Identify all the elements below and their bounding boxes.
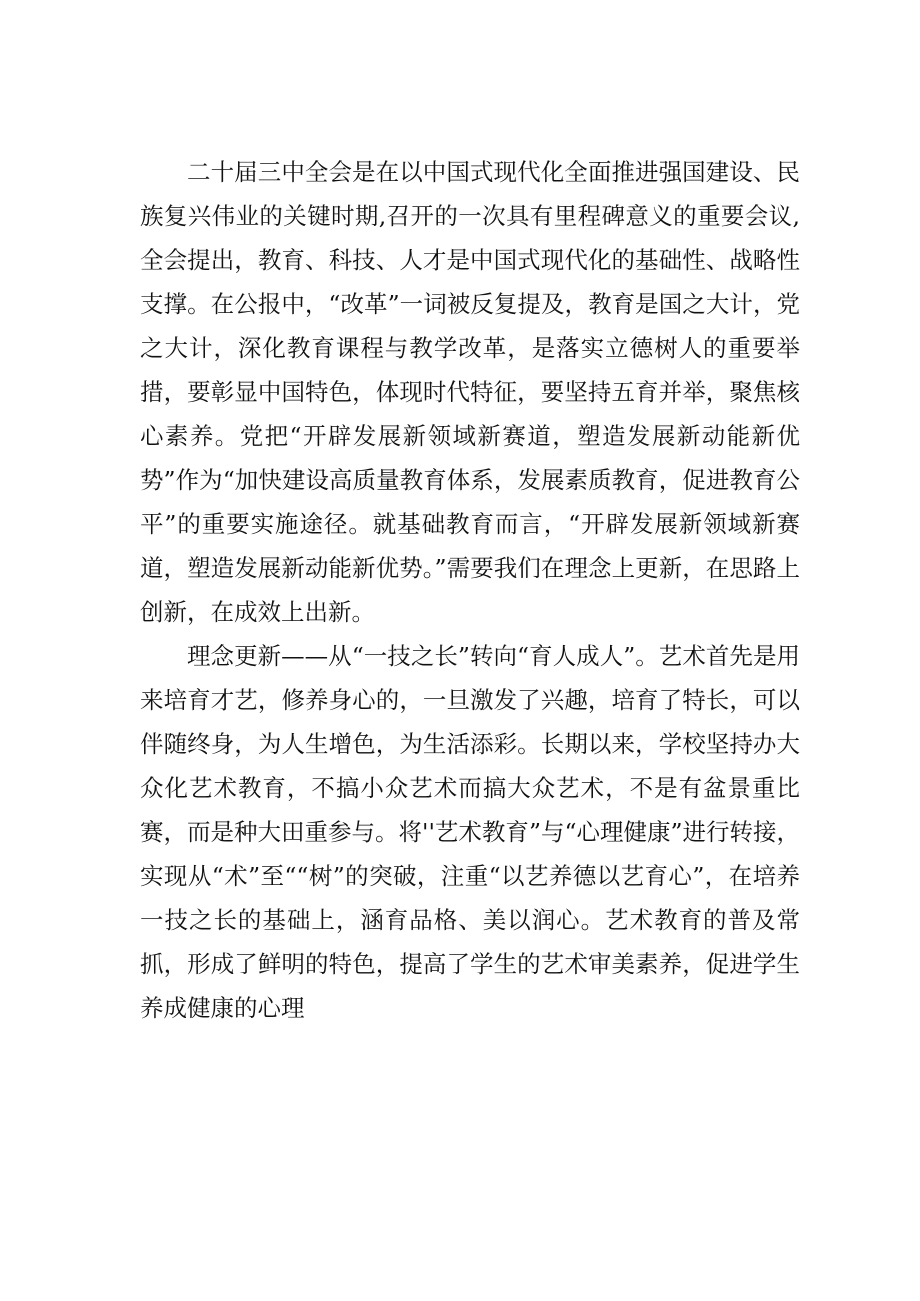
document-body	[140, 150, 800, 1030]
paragraph-concept-update: 理念更新——从“一技之长”转向“育人成人”。艺术首先是用来培育才艺，修养身心的，一旦激发了兴趣，培育了特长，可以伴随终身，为人生增色，为生活添彩。长期以来，学校坚持办大众化艺术教育，不搞小众艺术而搞大众艺术，不是有盆景重比赛，而是种大田重参与。将''艺术教育”与“心理健康”进行转接，实现从“术”至““树”的突破，注重“以艺养德以艺育心”，在培养一技之长的基础上，涵育品格、美以润心。艺术教育的普及常抓，形成了鲜明的特色，提高了学生的艺术审美素养，促进学生养成健康的心理	[140, 642, 800, 1022]
paragraph-reform-plenary: 二十届三中全会是在以中国式现代化全面推进强国建设、民族复兴伟业的关键时期,召开的一次具有里程碑意义的重要会议,全会提出，教育、科技、人才是中国式现代化的基础性、战略性支撑。在公报中，“改革”一词被反复提及，教育是国之大计，党之大计，深化教育课程与教学改革，是落实立德树人的重要举措，要彰显中国特色，体现时代特征，要坚持五育并举，聚焦核心素养。党把“开辟发展新领域新赛道，塑造发展新动能新优势”作为“加快建设高质量教育体系，发展素质教育，促进教育公平”的重要实施途径。就基础教育而言，“开辟发展新领域新赛道，塑造发展新动能新优势。”需要我们在理念上更新，在思路上创新，在成效上出新。	[140, 158, 800, 626]
